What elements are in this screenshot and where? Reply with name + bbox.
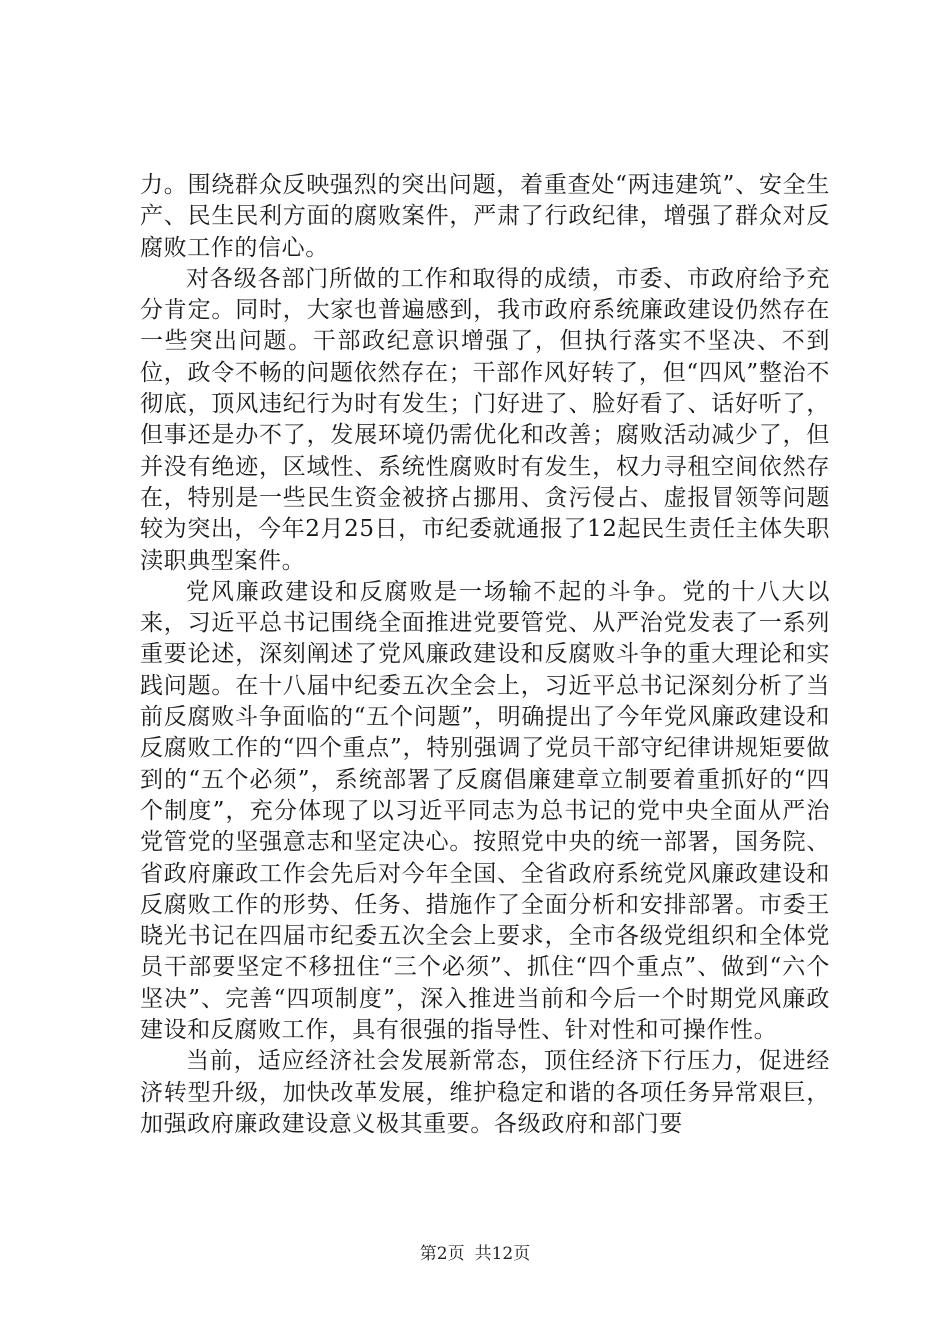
document-body bbox=[140, 170, 830, 1140]
page-total: 共12页 bbox=[474, 1244, 531, 1264]
page-number: 第2页 bbox=[419, 1244, 465, 1264]
paragraph-anti-corruption: 党风廉政建设和反腐败是一场输不起的斗争。党的十八大以来，习近平总书记围绕全面推进党要管党、从严治党发表了一系列重要论述，深刻阐述了党风廉政建设和反腐败斗争的重大理论和实践问题。在十八届中纪委五次全会上，习近平总书记深刻分析了当前反腐败斗争面临的“五个问题”，明确提出了今年党风廉政建设和反腐败工作的“四个重点”，特别强调了党员干部守纪律讲规矩要做到的“五个必须”，系统部署了反腐倡廉建章立制要着重抓好的“四个制度”，充分体现了以习近平同志为总书记的党中央全面从严治党管党的坚强意志和坚定决心。按照党中央的统一部署，国务院、省政府廉政工作会先后对今年全国、全省政府系统党风廉政建设和反腐败工作的形势、任务、措施作了全面分析和安排部署。市委王晓光书记在四届市纪委五次全会上要求，全市各级党组织和全体党员干部要坚定不移扭住“三个必须”、抓住“四个重点”、做到“六个坚决”、完善“四项制度”，深入推进当前和今后一个时期党风廉政建设和反腐败工作，具有很强的指导性、针对性和可操作性。 bbox=[140, 578, 830, 1044]
paragraph-achievements: 对各级各部门所做的工作和取得的成绩，市委、市政府给予充分肯定。同时，大家也普遍感到，我市政府系统廉政建设仍然存在一些突出问题。干部政纪意识增强了，但执行落实不坚决、不到位，政令不畅的问题依然存在；干部作风好转了，但“四风”整治不彻底，顶风违纪行为时有发生；门好进了、脸好看了、话好听了，但事还是办不了，发展环境仍需优化和改善；腐败活动减少了，但并没有绝迹，区域性、系统性腐败时有发生，权力寻租空间依然存在，特别是一些民生资金被挤占挪用、贪污侵占、虚报冒领等问题较为突出，今年2月25日，市纪委就通报了12起民生责任主体失职渎职典型案件。 bbox=[140, 265, 830, 574]
page-footer bbox=[0, 1243, 950, 1265]
paragraph-continuation: 力。围绕群众反映强烈的突出问题，着重查处“两违建筑”、安全生产、民生民利方面的腐败案件，严肃了行政纪律，增强了群众对反腐败工作的信心。 bbox=[140, 172, 830, 261]
paragraph-current-situation: 当前，适应经济社会发展新常态，顶住经济下行压力，促进经济转型升级，加快改革发展，维护稳定和谐的各项任务异常艰巨，加强政府廉政建设意义极其重要。各级政府和部门要 bbox=[140, 1048, 830, 1137]
